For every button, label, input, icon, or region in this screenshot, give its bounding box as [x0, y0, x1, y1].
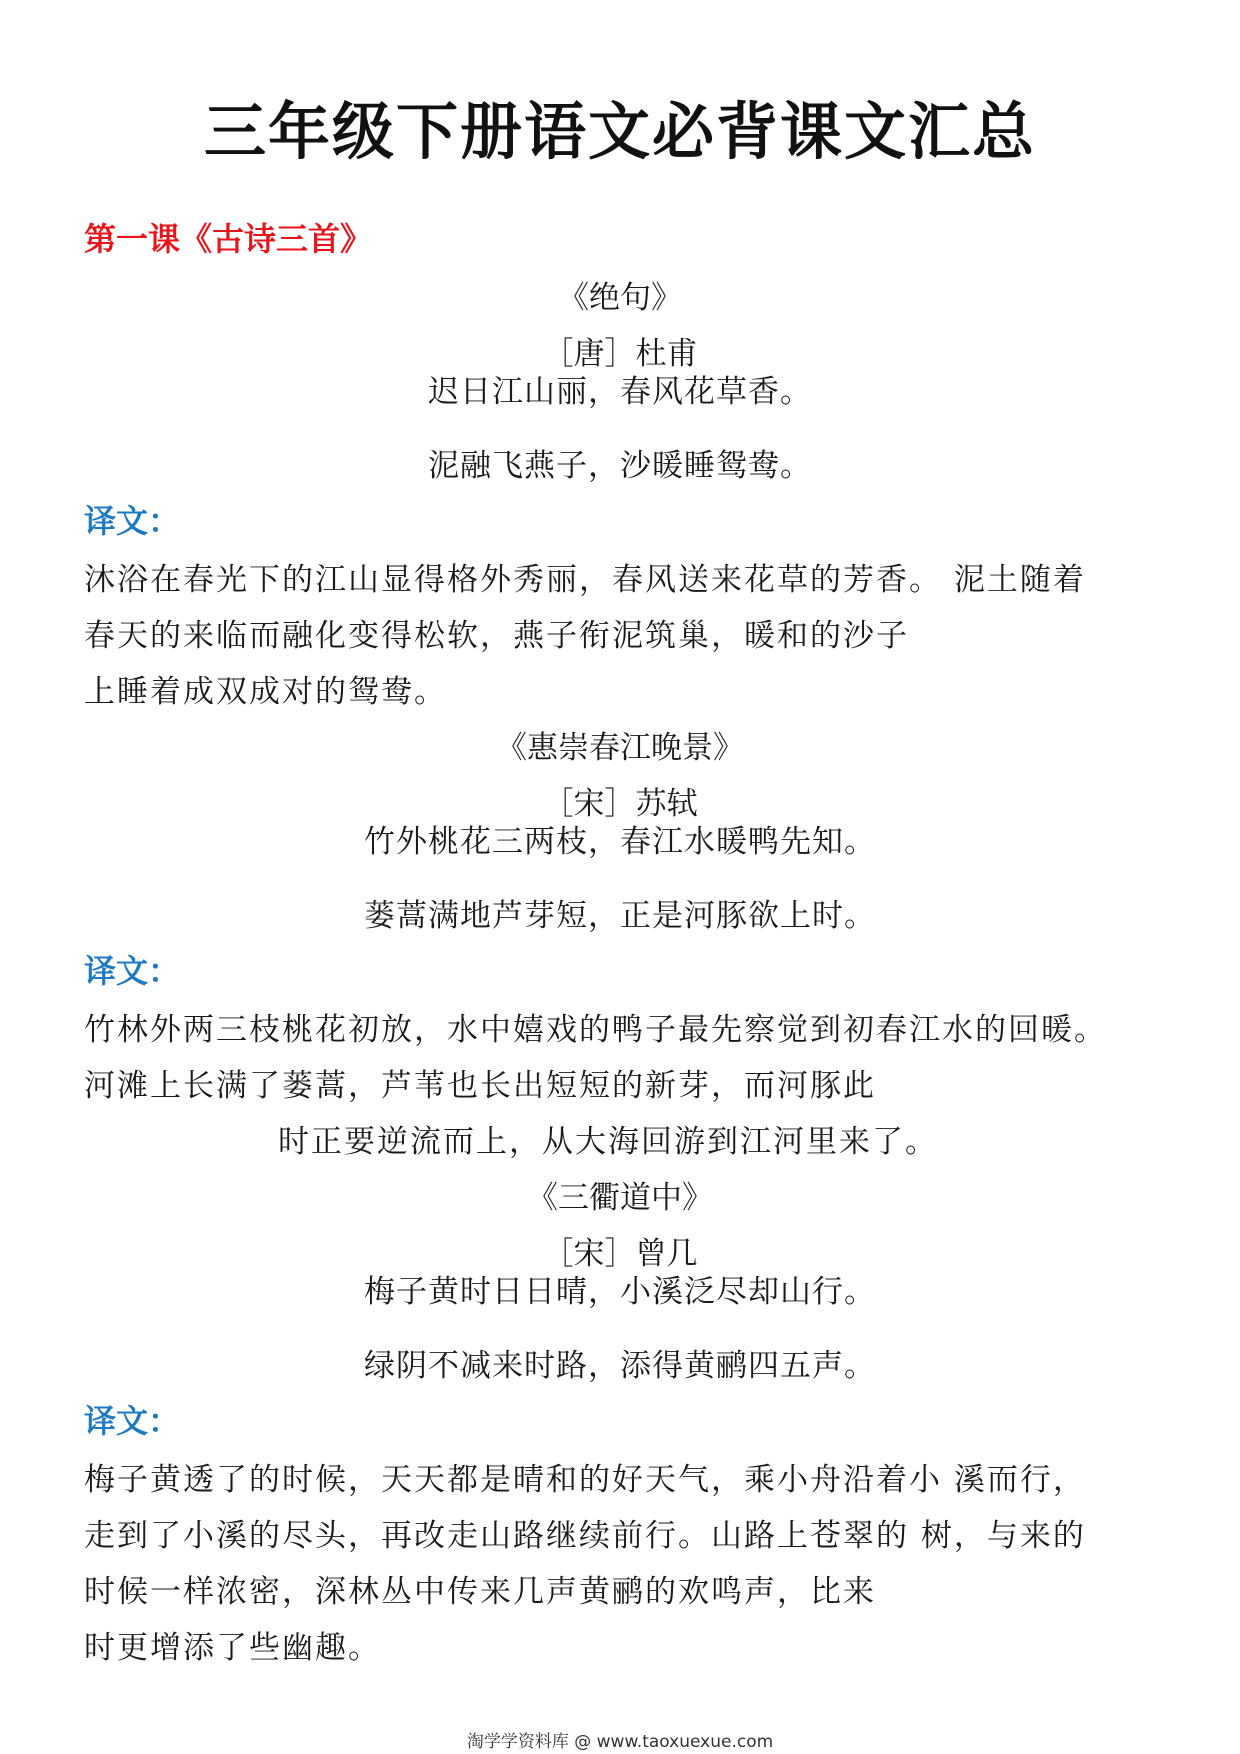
poem-title: 《惠崇春江晚景》: [496, 730, 744, 766]
translation-line: 上睡着成双成对的鸳鸯。: [84, 674, 447, 710]
poem-title: 《三衢道中》: [527, 1180, 713, 1216]
translation-line: 走到了小溪的尽头，再改走山路继续前行。山路上苍翠的 树，与来的: [84, 1518, 1086, 1554]
translation-line: 时候一样浓密，深林丛中传来几声黄鹂的欢鸣声，比来: [84, 1574, 876, 1610]
poem-line: 泥融飞燕子，沙暖睡鸳鸯。: [428, 448, 812, 484]
poem-author: ［宋］曾几: [542, 1236, 698, 1272]
poem-title: 《绝句》: [558, 280, 682, 316]
poem-author: ［唐］杜甫: [542, 336, 698, 372]
translation-label: 译文：: [84, 1402, 181, 1440]
lesson-heading: 第一课《古诗三首》: [84, 220, 373, 258]
translation-line: 梅子黄透了的时候，天天都是晴和的好天气，乘小舟沿着小 溪而行，: [84, 1462, 1086, 1498]
poem-line: 竹外桃花三两枝，春江水暖鸭先知。: [364, 824, 876, 860]
translation-line: 竹林外两三枝桃花初放，水中嬉戏的鸭子最先察觉到初春江水的回暖。: [84, 1012, 1107, 1048]
poem-author: ［宋］苏轼: [542, 786, 698, 822]
translation-line: 沐浴在春光下的江山显得格外秀丽，春风送来花草的芳香。 泥土随着: [84, 562, 1086, 598]
translation-line: 时更增添了些幽趣。: [84, 1630, 381, 1666]
translation-label: 译文：: [84, 502, 181, 540]
footer-watermark: 淘学学资料库 @ www.taoxuexue.com: [466, 1732, 774, 1752]
poem-line: 梅子黄时日日晴，小溪泛尽却山行。: [364, 1274, 876, 1310]
poem-line: 绿阴不减来时路，添得黄鹂四五声。: [364, 1348, 876, 1384]
translation-line: 河滩上长满了蒌蒿，芦苇也长出短短的新芽，而河豚此: [84, 1068, 876, 1104]
translation-label: 译文：: [84, 952, 181, 990]
translation-line: 时正要逆流而上，从大海回游到江河里来了。: [278, 1124, 938, 1160]
poem-line: 蒌蒿满地芦芽短，正是河豚欲上时。: [364, 898, 876, 934]
page-title: 三年级下册语文必背课文汇总: [203, 95, 1036, 168]
poem-line: 迟日江山丽，春风花草香。: [428, 374, 812, 410]
translation-line: 春天的来临而融化变得松软，燕子衔泥筑巢，暖和的沙子: [84, 618, 909, 654]
